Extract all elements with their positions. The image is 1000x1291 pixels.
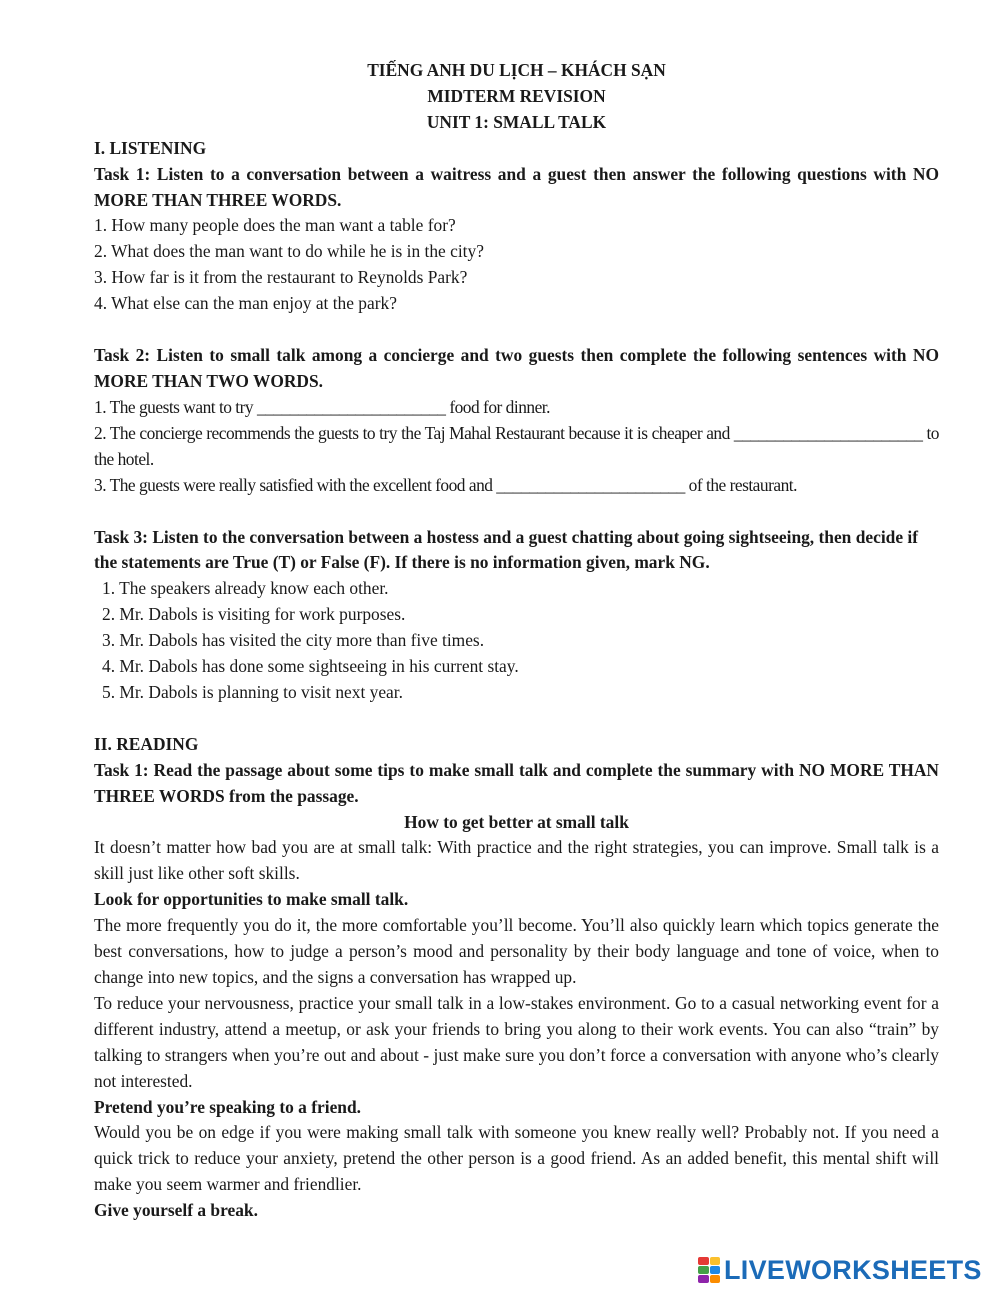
listening-task3-statement: 3. Mr. Dabols has visited the city more than five times. <box>102 630 485 651</box>
worksheet-page <box>94 58 939 1224</box>
listening-task3-statement: 1. The speakers already know each other. <box>102 578 389 599</box>
passage-intro: It doesn’t matter how bad you are at small talk: With practice and the right strategies, you can improve. Small talk is a skill just like other soft skills. <box>94 837 939 884</box>
tip1-heading: Look for opportunities to make small talk. <box>94 889 409 910</box>
listening-task3-statement: 5. Mr. Dabols is planning to visit next year. <box>102 681 403 702</box>
tip2-heading: Pretend you’re speaking to a friend. <box>94 1096 361 1117</box>
liveworksheets-logo <box>698 1256 982 1284</box>
listening-task3-statement: 4. Mr. Dabols has done some sightseeing in his current stay. <box>102 656 519 677</box>
listening-heading: I. LISTENING <box>94 137 207 158</box>
tip2-paragraph-1: Would you be on edge if you were making small talk with someone you knew really well? Probably not. If you need a quick trick to reduce your anxiety, pretend the other person is a good friend. As an added benefit, this mental shift will make you seem warmer and friendlier. <box>94 1122 939 1195</box>
listening-task3-statement: 2. Mr. Dabols is visiting for work purposes. <box>102 604 406 625</box>
header-course-title: TIẾNG ANH DU LỊCH – KHÁCH SẠN <box>367 60 666 80</box>
listening-task2-instruction: Task 2: Listen to small talk among a concierge and two guests then complete the following sentences with NO MORE THAN TWO WORDS. <box>94 345 939 391</box>
listening-task3-instruction: Task 3: Listen to the conversation between a hostess and a guest chatting about going sightseeing, then decide if the statements are True (T) or False (F). If there is no information given, mark NG. <box>94 526 919 573</box>
header-midterm: MIDTERM REVISION <box>427 85 606 106</box>
listening-task1-question: 4. What else can the man enjoy at the park? <box>94 293 397 314</box>
liveworksheets-brand: LIVEWORKSHEETS <box>724 1254 982 1285</box>
tip1-paragraph-1: The more frequently you do it, the more comfortable you’ll become. You’ll also quickly learn which topics generate the best conversations, how to judge a person’s mood and personality by their body language and tone of voice, when to change into new topics, and the signs a conversation has wrapped up. <box>94 915 939 987</box>
tip3-heading: Give yourself a break. <box>94 1200 258 1221</box>
listening-task2-sentence-3: 3. The guests were really satisfied with the excellent food and _______________________ of the restaurant. <box>94 474 797 495</box>
passage-title: How to get better at small talk <box>404 811 629 832</box>
header-unit: UNIT 1: SMALL TALK <box>426 111 607 132</box>
reading-task1-instruction: Task 1: Read the passage about some tips to make small talk and complete the summary with NO MORE THAN THREE WORDS from the passage. <box>94 759 939 806</box>
listening-task1-question: 3. How far is it from the restaurant to Reynolds Park? <box>94 267 468 288</box>
liveworksheets-logo-icon <box>698 1257 720 1283</box>
listening-task1-question: 1. How many people does the man want a table for? <box>94 215 456 236</box>
listening-task2-sentence-2: 2. The concierge recommends the guests to try the Taj Mahal Restaurant because it is cheaper and _______________________ to the hotel. <box>94 422 939 469</box>
listening-task1-instruction: Task 1: Listen to a conversation between a waitress and a guest then answer the following questions with NO MORE THAN THREE WORDS. <box>94 163 939 210</box>
listening-task1-question: 2. What does the man want to do while he is in the city? <box>94 241 484 262</box>
tip1-paragraph-2: To reduce your nervousness, practice your small talk in a low-stakes environment. Go to a casual networking event for a different industry, attend a meetup, or ask your friends to bring you along to their work events. You can also “train” by talking to strangers when you’re out and about - just make sure you don’t force a conversation with anyone who’s clearly not interested. <box>94 992 939 1091</box>
reading-heading: II. READING <box>94 733 199 754</box>
listening-task2-sentence-1: 1. The guests want to try _______________________ food for dinner. <box>94 396 550 417</box>
